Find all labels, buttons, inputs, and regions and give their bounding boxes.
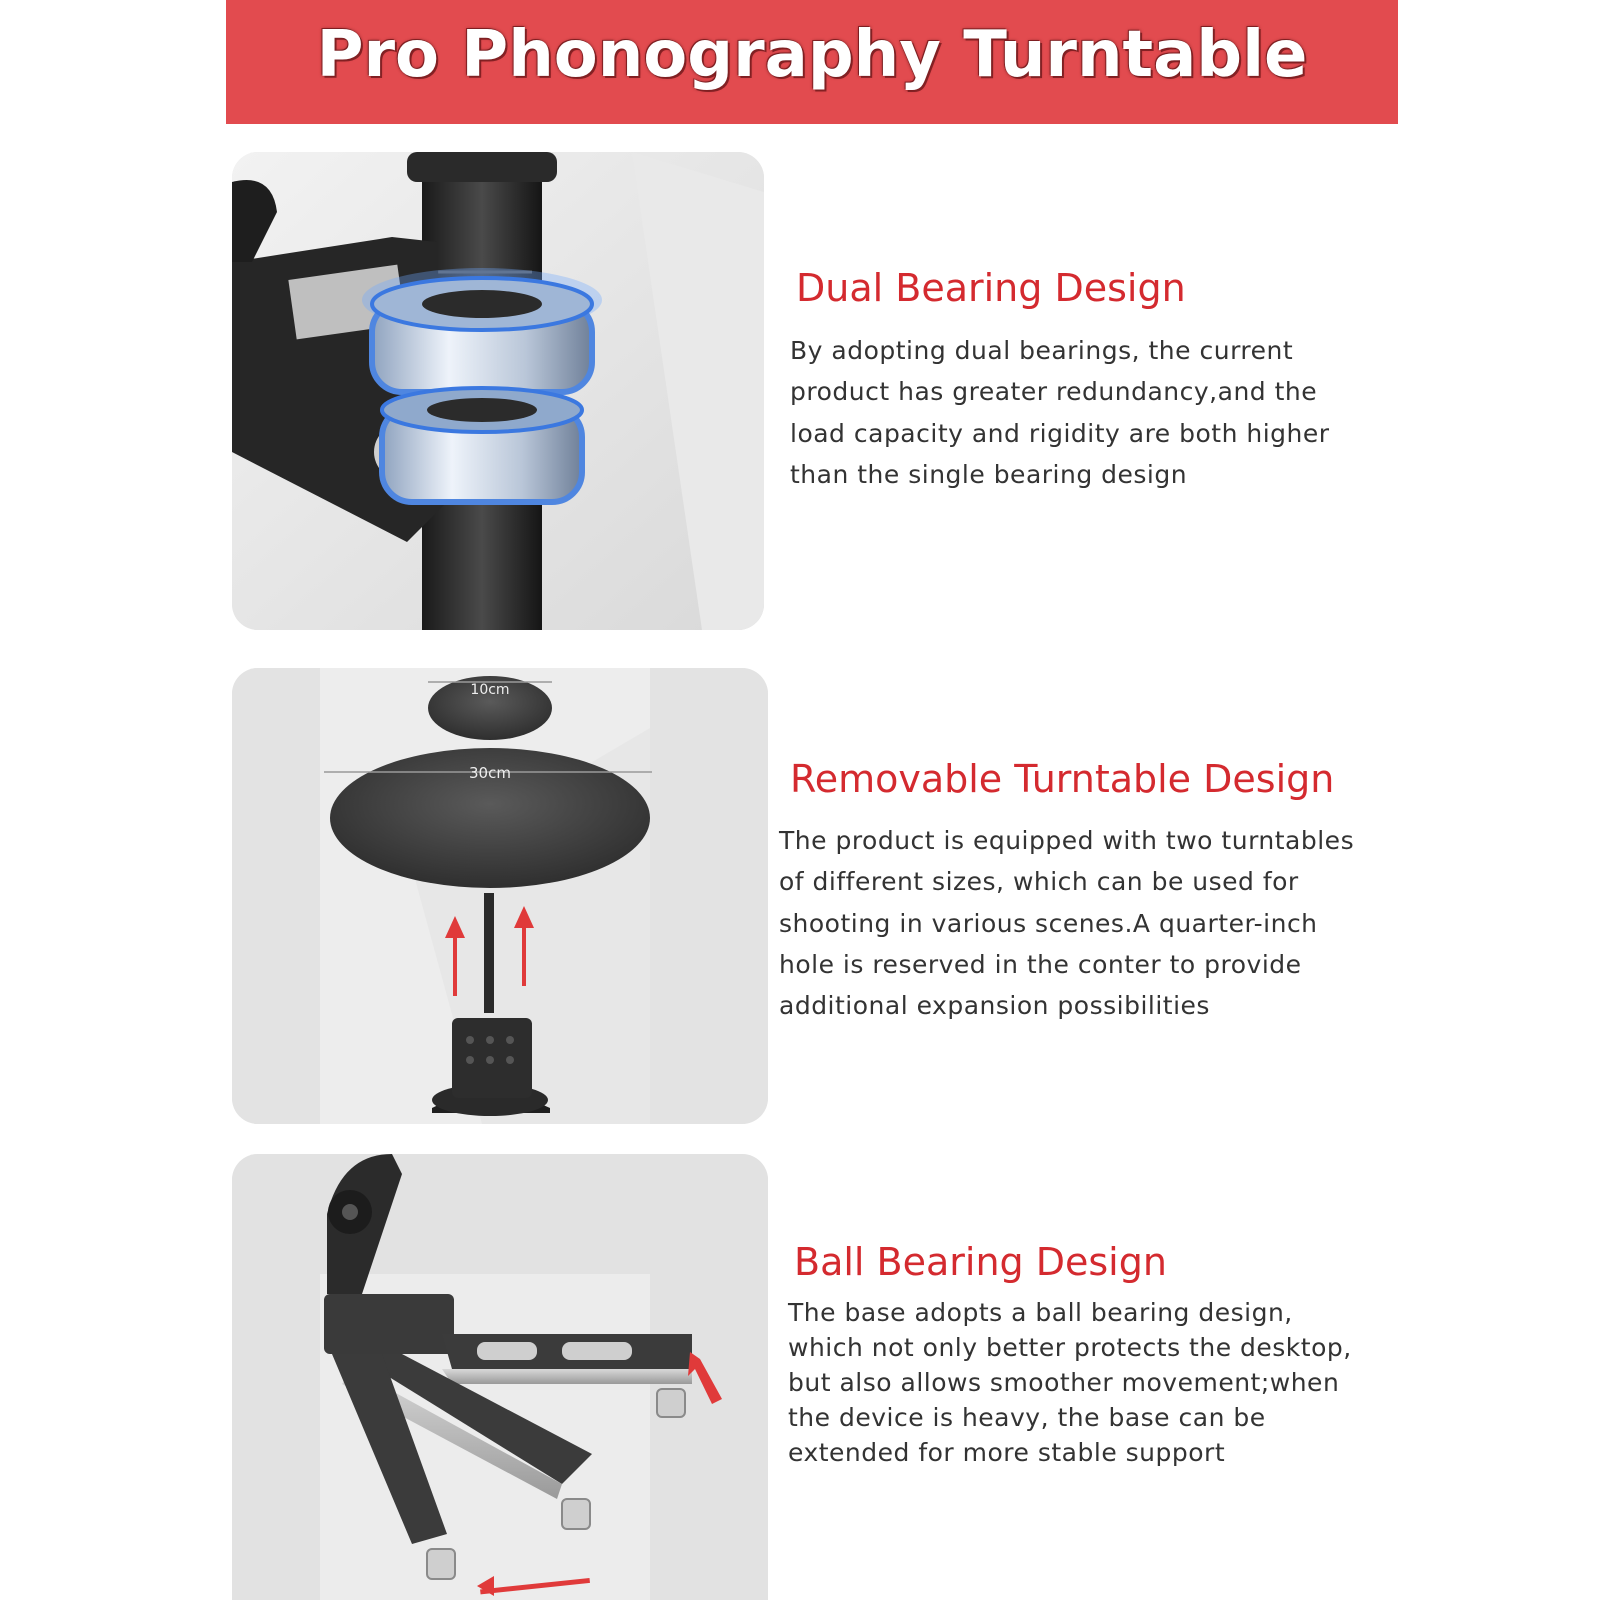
dual-bearing-illustration	[232, 152, 764, 630]
feature-line: than the single bearing design	[790, 459, 1188, 489]
feature-line: the device is heavy, the base can be	[788, 1403, 1266, 1432]
feature-line: product has greater redundancy,and the	[790, 377, 1318, 407]
feature-line: hole is reserved in the conter to provide	[779, 949, 1302, 979]
small-disc-label: 10cm	[470, 682, 510, 698]
ball-bearing-image	[232, 1154, 768, 1600]
dual-bearing-image	[232, 152, 764, 630]
feature-line: shooting in various scenes.A quarter-inch	[779, 908, 1318, 938]
feature-line: load capacity and rigidity are both higher	[790, 418, 1330, 448]
feature-title-removable-turntable: Removable Turntable Design	[790, 757, 1335, 801]
feature-line: but also allows smoother movement;when	[788, 1368, 1340, 1397]
feature-body-ball-bearing	[788, 1295, 1398, 1470]
feature-title-dual-bearing: Dual Bearing Design	[796, 266, 1186, 310]
feature-title-ball-bearing: Ball Bearing Design	[794, 1240, 1167, 1284]
feature-line: additional expansion possibilities	[779, 991, 1210, 1020]
removable-turntable-image	[232, 668, 768, 1124]
feature-body-removable-turntable	[779, 820, 1394, 1026]
turntable-illustration	[232, 668, 768, 1124]
feature-line: which not only better protects the desktop,	[788, 1333, 1352, 1362]
feature-line: The product is equipped with two turntables	[779, 826, 1355, 855]
header-banner	[226, 0, 1398, 124]
feature-line: extended for more stable support	[788, 1438, 1226, 1467]
feature-line: of different sizes, which can be used for	[779, 867, 1299, 897]
page-title: Pro Phonography Turntable	[316, 18, 1308, 92]
large-disc-label: 30cm	[469, 764, 511, 782]
ball-bearing-illustration	[232, 1154, 768, 1600]
feature-line: The base adopts a ball bearing design,	[788, 1298, 1293, 1327]
feature-body-dual-bearing	[790, 330, 1390, 495]
feature-line: By adopting dual bearings, the current	[790, 336, 1294, 365]
